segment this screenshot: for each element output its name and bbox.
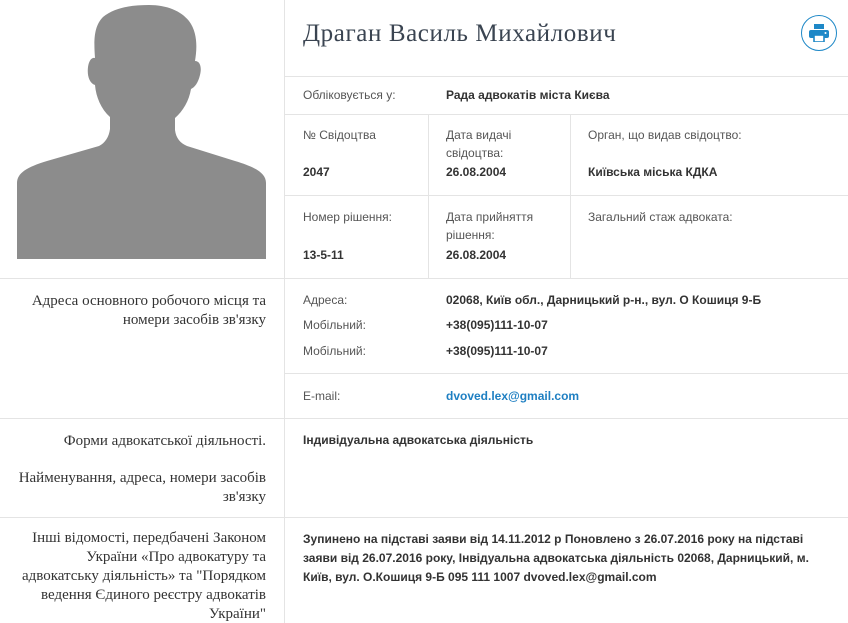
forms-section-subtitle: Найменування, адреса, номери засобів зв'язку — [18, 470, 266, 505]
photo-column — [0, 0, 285, 279]
experience-label: Загальний стаж адвоката: — [588, 210, 733, 224]
mobile-value: +38(095)111-10-07 — [446, 344, 548, 358]
other-info-section — [0, 518, 848, 623]
printer-icon — [809, 24, 829, 42]
activity-form-value: Індивідуальна адвокатська діяльність — [303, 433, 534, 447]
other-info-title: Інші відомості, передбачені Законом України «Про адвокатуру та адвокатську діяльність» та "Порядком ведення Єдиного реєстру адвокатів України" — [21, 530, 266, 622]
mobile-label: Мобільний: — [303, 318, 366, 332]
print-button[interactable] — [801, 15, 837, 51]
address-section-title-cell — [0, 279, 285, 418]
address-value: 02068, Київ обл., Дарницький р-н., вул. О Кошиця 9-Б — [446, 293, 762, 307]
mobile-value: +38(095)111-10-07 — [446, 318, 548, 332]
certificate-issuer-value: Київська міська КДКА — [588, 165, 718, 179]
divider — [285, 195, 848, 196]
certificate-number-label: № Свідоцтва — [303, 128, 376, 142]
forms-section-title-cell — [0, 419, 285, 517]
registration-label: Обліковується у: — [303, 88, 396, 102]
other-info-value: Зупинено на підставі заяви від 14.11.2012 р Поновлено з 26.07.2016 року на підставі заяви від 26.07.2016 року, Інвідуальна адвокатська діяльність 02068, Дарницький, м. Київ, вул. О.Кошиця 9-Б 095 111 1007 dvoved.lex@gmail.com — [303, 532, 809, 584]
email-link[interactable]: dvoved.lex@gmail.com — [446, 389, 580, 403]
lawyer-name: Драган Василь Михайлович — [303, 20, 617, 47]
registration-value: Рада адвокатів міста Києва — [446, 88, 610, 102]
divider — [285, 76, 848, 77]
other-info-title-cell — [0, 518, 285, 623]
divider — [285, 373, 848, 374]
certificate-number-value: 2047 — [303, 165, 330, 179]
decision-number-value: 13-5-11 — [303, 248, 344, 262]
email-label: E-mail: — [303, 389, 341, 403]
decision-number-label: Номер рішення: — [303, 210, 392, 224]
address-section — [0, 279, 848, 419]
certificate-issuer-label: Орган, що видав свідоцтво: — [588, 128, 742, 142]
address-label: Адреса: — [303, 293, 348, 307]
divider — [285, 114, 848, 115]
forms-section — [0, 419, 848, 518]
certificate-date-label: Дата видачі свідоцтва: — [446, 128, 512, 160]
divider — [570, 114, 571, 279]
certificate-date-value: 26.08.2004 — [446, 165, 507, 179]
person-silhouette-icon — [17, 5, 266, 259]
address-section-title: Адреса основного робочого місця та номери засобів зв'язку — [31, 293, 266, 328]
profile-header — [0, 0, 848, 279]
decision-date-label: Дата прийняття рішення: — [446, 210, 534, 242]
divider — [428, 114, 429, 279]
forms-section-title: Форми адвокатської діяльності. — [63, 433, 266, 449]
decision-date-value: 26.08.2004 — [446, 248, 507, 262]
mobile-label: Мобільний: — [303, 344, 366, 358]
